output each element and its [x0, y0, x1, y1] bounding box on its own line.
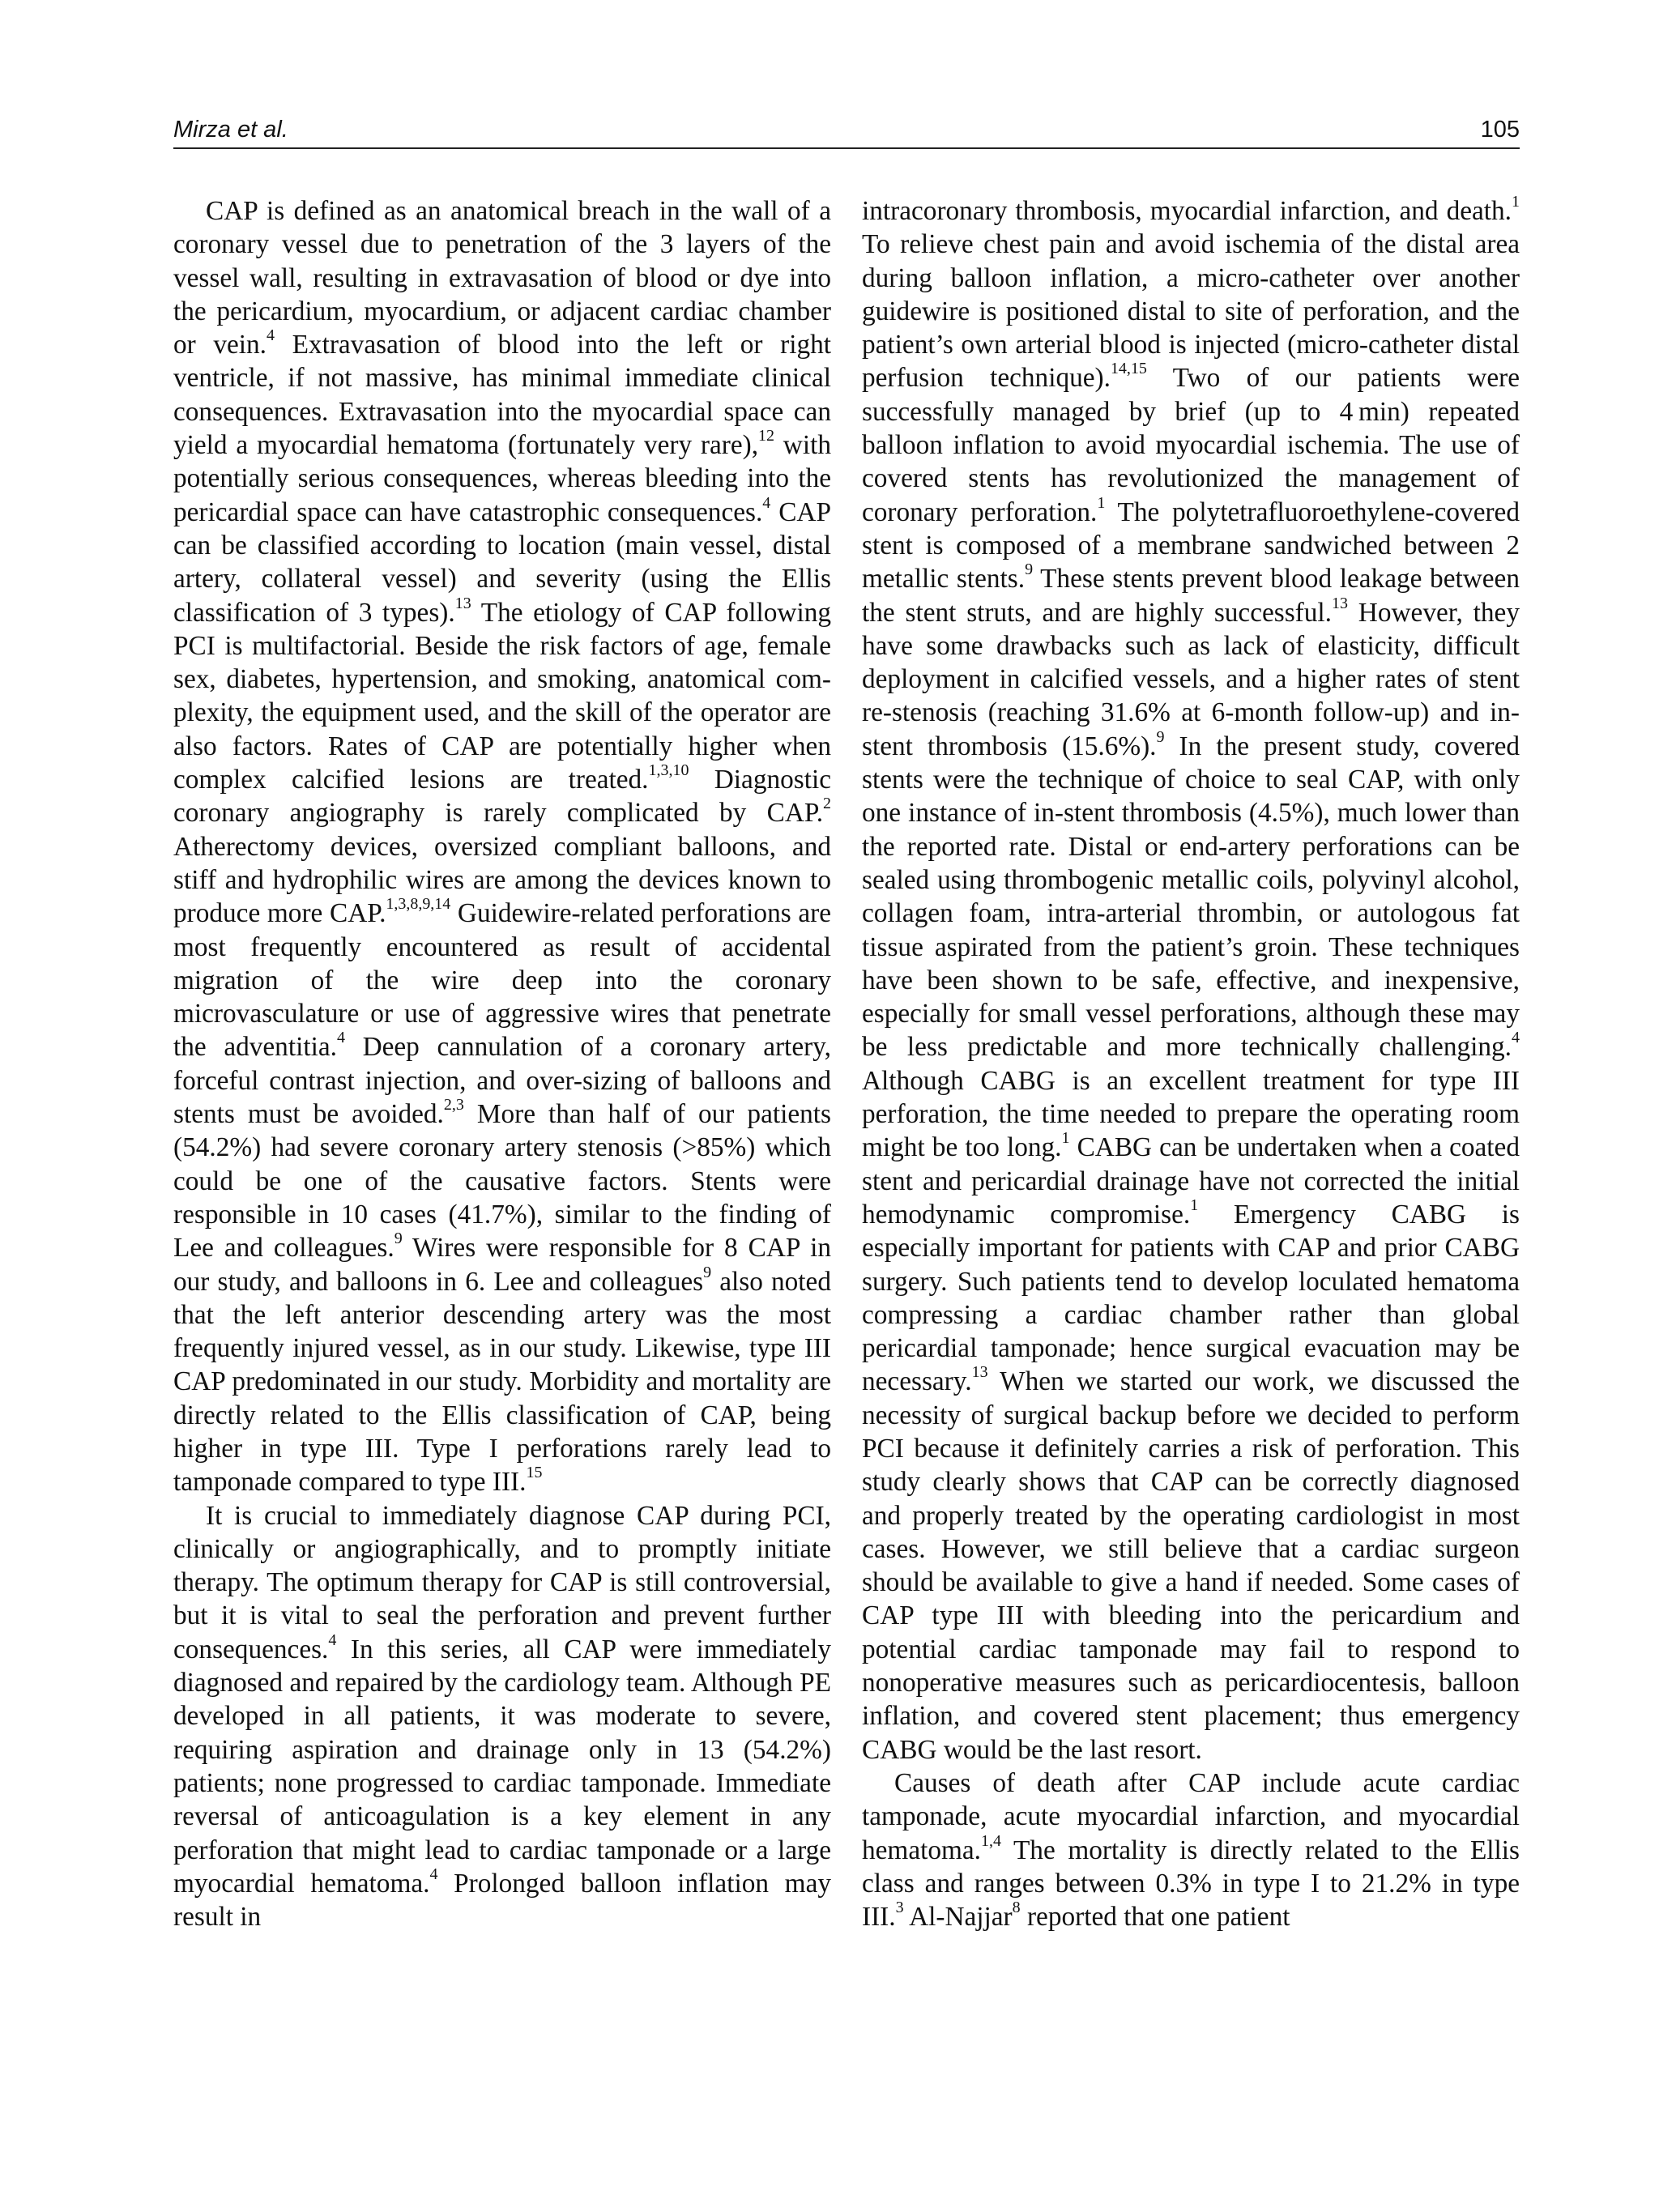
- text-run: Al-Najjar: [903, 1902, 1013, 1933]
- text-run: The mortality is directly related to the Ellis class and ranges between 0.3% in type I to 21.2% in type III.: [862, 1835, 1520, 1933]
- text-run: More than half of our patients (54.2%) had severe coronary artery stenosis (>85%) which could be one of the causative factors. Stents were responsible in 10 cases (41.7%), similar to the finding of Lee and colleagues.: [173, 1099, 831, 1264]
- citation: 3: [895, 1899, 904, 1917]
- text-run: Atherectomy devices, oversized compliant balloons, and stiff and hydrophilic wires are among the devices known to produce more CAP.: [173, 831, 831, 929]
- citation: 2,3: [443, 1096, 464, 1115]
- citation: 2: [823, 795, 831, 813]
- citation: 4: [429, 1865, 438, 1883]
- citation: 1: [1512, 193, 1520, 211]
- left-column: [173, 194, 831, 1933]
- text-run: These stents prevent blood leakage between the stent struts, and are highly successful.: [862, 564, 1520, 628]
- citation: 13: [971, 1363, 988, 1382]
- citation: 1,3,8,9,14: [386, 895, 451, 914]
- text-run: It is crucial to immediately diagnose CAP during PCI, clinically or angiographically, and to promptly initiate therapy. The optimum therapy for CAP is still controversial, but it is vital to seal the perforation and prevent further consequences.: [173, 1500, 831, 1664]
- page-number: 105: [1480, 117, 1520, 143]
- citation: 4: [1512, 1029, 1520, 1047]
- citation: 15: [526, 1464, 543, 1482]
- citation: 4: [336, 1029, 345, 1047]
- citation: 1: [1190, 1196, 1199, 1214]
- text-run: reported that one patient: [1020, 1902, 1290, 1933]
- text-run: Although CABG is an excellent treatment for type III perforation, the time needed to prepare the operating room might be too long.: [862, 1065, 1520, 1163]
- text-run: Deep cannulation of a coronary artery, forceful contrast injection, and over-sizing of balloons and stents must be avoided.: [173, 1032, 831, 1130]
- text-run: CAP is defined as an anatomical breach in the wall of a coronary vessel due to penetration of the 3 layers of the vessel wall, resulting in extravasation of blood or dye into the pericardium, myocardium, or adjacent cardiac chamber or vein.: [173, 196, 831, 360]
- citation: 12: [758, 427, 775, 445]
- text-run: also noted that the left anterior descending artery was the most frequently injured vessel, as in our study. Likewise, type III CAP predominated in our study. Morbidity and mortality are directly related to the Ellis classification of CAP, being higher in type III. Type I perforations rarely lead to tamponade compared to type III.: [173, 1266, 831, 1498]
- text-run: When we started our work, we discussed the necessity of surgical backup before we decided to perform PCI because it definitely carries a risk of perforation. This study clearly shows that CAP can be correctly diagnosed and properly treated by the operating cardiologist in most cases. However, we still believe that a cardiac surgeon should be available to give a hand if needed. Some cases of CAP type III with bleeding into the pericardium and potential cardiac tamponade may fail to respond to nonoperative measures such as pericardiocentesis, balloon inflation, and covered stent placement; thus emergency CABG would be the last resort.: [862, 1366, 1520, 1765]
- text-run: Guidewire-related perforations are most frequently encountered as result of accidental migration of the wire deep into the coronary microvasculature or use of aggressive wires that penetrate the adventitia.: [173, 898, 831, 1063]
- paragraph-continued: [862, 194, 1520, 1767]
- text-run: intracoronary thrombosis, myocardial infarction, and death.: [862, 196, 1512, 226]
- text-run: Two of our patients were successfully managed by brief (up to 4 min) repeated balloon inflation to avoid myocardial ischemia. The use of covered stents has revolutionized the management of coronary perforation.: [862, 363, 1520, 527]
- paragraph: [173, 1499, 831, 1934]
- citation: 1: [1097, 493, 1106, 512]
- text-run: with potentially serious consequences, whereas bleeding into the pericardial space can have catastrophic consequences.: [173, 430, 832, 527]
- citation: 1,4: [981, 1831, 1001, 1850]
- text-run: Extravasation of blood into the left or right ventricle, if not massive, has minimal immediate clinical consequences. Extravasation into the myocardial space can yield a myocardial hematoma (fortunately very rare),: [173, 330, 831, 461]
- citation: 4: [762, 493, 771, 512]
- citation: 9: [1025, 560, 1034, 579]
- citation: 9: [1156, 727, 1165, 746]
- paragraph: [173, 194, 831, 1499]
- text-run: Emergency CABG is especially important for patients with CAP and prior CABG surgery. Such patients tend to develop loculated hematoma compressing a cardiac chamber rather than global pericardial tamponade; hence surgical evacuation may be necessary.: [862, 1199, 1520, 1397]
- citation: 14,15: [1110, 360, 1147, 378]
- citation: 9: [394, 1230, 403, 1248]
- citation: 1: [1061, 1129, 1070, 1148]
- text-run: The polytetrafluoroethylene-covered stent is composed of a membrane sandwiched between 2 metallic stents.: [862, 497, 1520, 595]
- citation: 13: [1332, 594, 1348, 612]
- citation: 8: [1012, 1899, 1021, 1917]
- citation: 4: [328, 1630, 337, 1649]
- text-run: CAP can be classified according to location (main vessel, distal artery, collateral vessel) and severity (using the Ellis classification of 3 types).: [173, 497, 831, 628]
- paragraph: [862, 1767, 1520, 1933]
- running-head: [173, 117, 1520, 149]
- text-run: Prolonged balloon inflation may result in: [173, 1868, 831, 1933]
- text-run: Causes of death after CAP include acute cardiac tamponade, acute myocardial infarction, and myocardial hematoma.: [862, 1767, 1520, 1865]
- citation: 1,3,10: [648, 761, 689, 780]
- citation: 9: [703, 1263, 712, 1281]
- text-run: In the present study, covered stents were the technique of choice to seal CAP, with only one instance of in-stent thrombosis (4.5%), much lower than the reported rate. Distal or end-artery perforations can be sealed using thrombogenic metallic coils, polyvinyl alcohol, collagen foam, intra-arterial thrombin, or autologous fat tissue aspirated from the patient’s groin. These techniques have been shown to be safe, effective, and inexpensive, especially for small vessel perforations, although these may be less predictable and more technically challenging.: [862, 731, 1520, 1063]
- citation: 4: [267, 326, 275, 345]
- text-run: Diagnostic coronary angiography is rarely complicated by CAP.: [173, 765, 831, 829]
- text-run: To relieve chest pain and avoid ischemia of the distal area during balloon inflation, a micro-catheter over another guidewire is positioned distal to site of perforation, and the patient’s own arterial blood is injected (micro-catheter distal perfusion technique).: [862, 229, 1520, 394]
- text-run: The etiology of CAP following PCI is multifactorial. Beside the risk factors of age, female sex, diabetes, hypertension, and smoking, anatomical complexity, the equipment used, and the skill of the operator are also factors. Rates of CAP are potentially higher when complex calcified lesions are treated.: [173, 597, 831, 795]
- citation: 13: [454, 594, 471, 612]
- text-run: However, they have some drawbacks such as lack of elasticity, difficult deployment in calcified vessels, and a higher rates of stent re-stenosis (reaching 31.6% at 6-month follow-up) and in-stent thrombosis (15.6%).: [862, 597, 1520, 761]
- right-column: [862, 194, 1520, 1933]
- text-run: Wires were responsible for 8 CAP in our study, and balloons in 6. Lee and colleagues: [173, 1233, 831, 1297]
- text-run: CABG can be undertaken when a coated stent and pericardial drainage have not corrected the initial hemodynamic compromise.: [862, 1132, 1520, 1230]
- text-run: In this series, all CAP were immediately diagnosed and repaired by the cardiology team. Although PE developed in all patients, it was moderate to severe, requiring aspiration and drainage only in 13 (54.2%) patients; none progressed to cardiac tamponade. Immediate reversal of anticoagulation is a key element in any perforation that might lead to cardiac tamponade or a large myocardial hematoma.: [173, 1634, 831, 1899]
- running-head-author: Mirza et al.: [173, 117, 288, 143]
